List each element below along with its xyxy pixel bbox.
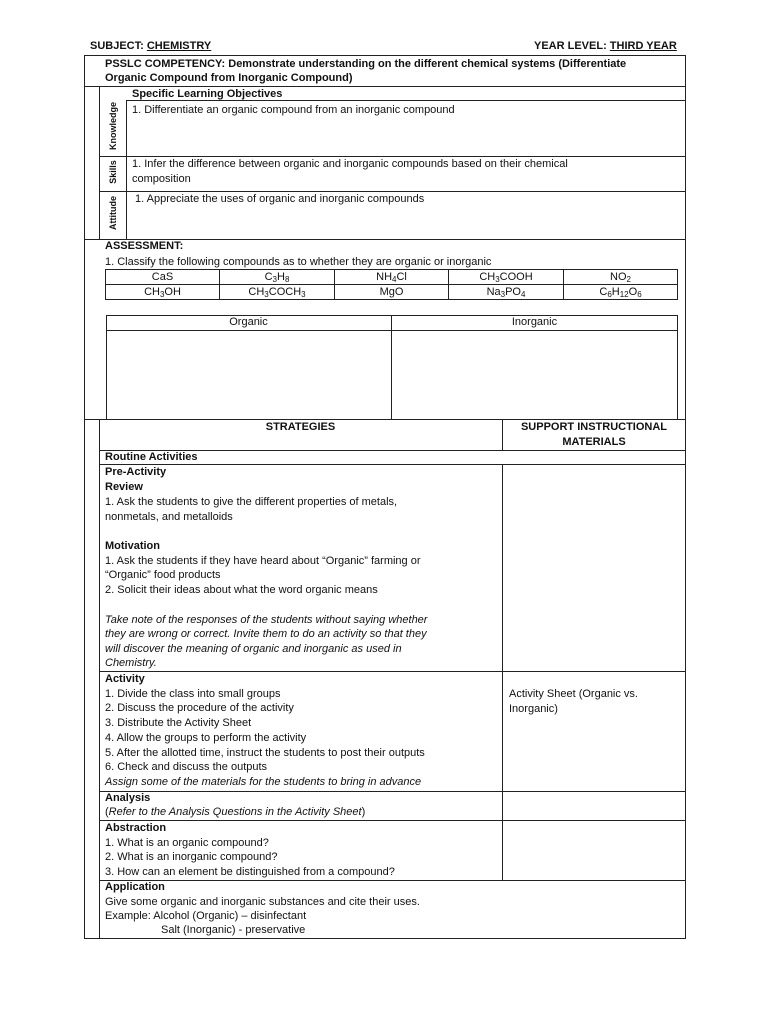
motivation-heading: Motivation <box>105 540 160 552</box>
activity-step-2: 2. Discuss the procedure of the activity <box>105 702 294 714</box>
activity-note: Assign some of the materials for the students to bring in advance <box>105 776 422 788</box>
subject-header <box>90 40 211 52</box>
attitude-label: Attitude <box>108 196 118 230</box>
skills-objective-line-1: 1. Infer the difference between organic and inorganic compounds based on their chemical <box>132 158 568 170</box>
skills-objective-line-2: composition <box>132 173 191 185</box>
note-line-1: Take note of the responses of the students without saying whether <box>105 614 428 626</box>
compound-cell: $NO_2$ <box>564 270 678 285</box>
review-item-1b: nonmetals, and metalloids <box>105 511 233 523</box>
skills-label: Skills <box>108 160 118 184</box>
knowledge-objective: 1. Differentiate an organic compound from an inorganic compound <box>132 104 455 116</box>
note-line-2: they are wrong or correct. Invite them to do an activity so that they <box>105 628 427 640</box>
abstraction-question-3: 3. How can an element be distinguished from a compound? <box>105 866 395 878</box>
support-materials-heading-2: MATERIALS <box>562 436 626 448</box>
assessment-heading: ASSESSMENT: <box>105 240 184 252</box>
compound-cell: $CH_3COCH_3$ <box>220 285 335 300</box>
pre-activity-heading: Pre-Activity <box>105 466 167 478</box>
note-line-4: Chemistry. <box>105 657 157 669</box>
activity-step-6: 6. Check and discuss the outputs <box>105 761 268 773</box>
activity-material-1: Activity Sheet (Organic vs. <box>509 688 638 700</box>
compound-cell: $CH_3OH$ <box>106 285 220 300</box>
application-heading: Application <box>105 881 165 893</box>
year-level-header <box>534 40 677 52</box>
application-line-1: Give some organic and inorganic substances and cite their uses. <box>105 896 420 908</box>
review-heading: Review <box>105 481 143 493</box>
objectives-heading: Specific Learning Objectives <box>132 88 283 100</box>
assessment-instruction: 1. Classify the following compounds as to whether they are organic or inorganic <box>105 256 492 268</box>
inorganic-column-header: Inorganic <box>511 316 558 328</box>
abstraction-heading: Abstraction <box>105 822 167 834</box>
compounds-table <box>105 269 678 300</box>
knowledge-label: Knowledge <box>108 102 118 151</box>
attitude-objective: 1. Appreciate the uses of organic and inorganic compounds <box>135 193 425 205</box>
compound-cell: $C_6H_{12}O_6$ <box>564 285 678 300</box>
activity-heading: Activity <box>105 673 145 685</box>
review-item-1a: 1. Ask the students to give the different properties of metals, <box>105 496 398 508</box>
application-line-2: Example: Alcohol (Organic) – disinfectant <box>105 910 307 922</box>
compounds-row-1 <box>106 270 678 285</box>
activity-step-3: 3. Distribute the Activity Sheet <box>105 717 252 729</box>
abstraction-question-2: 2. What is an inorganic compound? <box>105 851 278 863</box>
application-line-3: Salt (Inorganic) - preservative <box>161 924 306 936</box>
routine-activities: Routine Activities <box>105 451 198 463</box>
year-level-value: THIRD YEAR <box>609 40 677 52</box>
compound-cell: $CH_3COOH$ <box>449 270 564 285</box>
subject-label: SUBJECT: <box>90 40 144 52</box>
competency-line-1: PSSLC COMPETENCY: Demonstrate understanding on the different chemical systems (Differentiate <box>105 58 627 70</box>
year-level-label: YEAR LEVEL: <box>534 40 607 52</box>
activity-material-2: Inorganic) <box>509 703 558 715</box>
compound-cell: $NH_4Cl$ <box>335 270 449 285</box>
activity-step-4: 4. Allow the groups to perform the activity <box>105 732 307 744</box>
abstraction-question-1: 1. What is an organic compound? <box>105 837 269 849</box>
strategies-heading: STRATEGIES <box>265 421 336 433</box>
motivation-item-2: 2. Solicit their ideas about what the word organic means <box>105 584 378 596</box>
note-line-3: will discover the meaning of organic and inorganic as used in <box>105 643 402 655</box>
activity-step-1: 1. Divide the class into small groups <box>105 688 281 700</box>
analysis-heading: Analysis <box>105 792 151 804</box>
motivation-item-1a: 1. Ask the students if they have heard about “Organic” farming or <box>105 555 421 567</box>
support-materials-heading-1: SUPPORT INSTRUCTIONAL <box>520 421 668 433</box>
competency-line-2: Organic Compound from Inorganic Compound) <box>105 72 353 84</box>
compound-cell: MgO <box>335 285 449 300</box>
compound-cell: CaS <box>106 270 220 285</box>
compounds-row-2 <box>106 285 678 300</box>
analysis-text: (Refer to the Analysis Questions in the Activity Sheet) <box>105 806 366 818</box>
organic-column-header: Organic <box>229 316 268 328</box>
motivation-item-1b: “Organic” food products <box>105 569 221 581</box>
compound-cell: $Na_3PO_4$ <box>449 285 564 300</box>
subject-value: CHEMISTRY <box>146 40 212 52</box>
activity-step-5: 5. After the allotted time, instruct the students to post their outputs <box>105 747 425 759</box>
compound-cell: $C_3H_8$ <box>220 270 335 285</box>
